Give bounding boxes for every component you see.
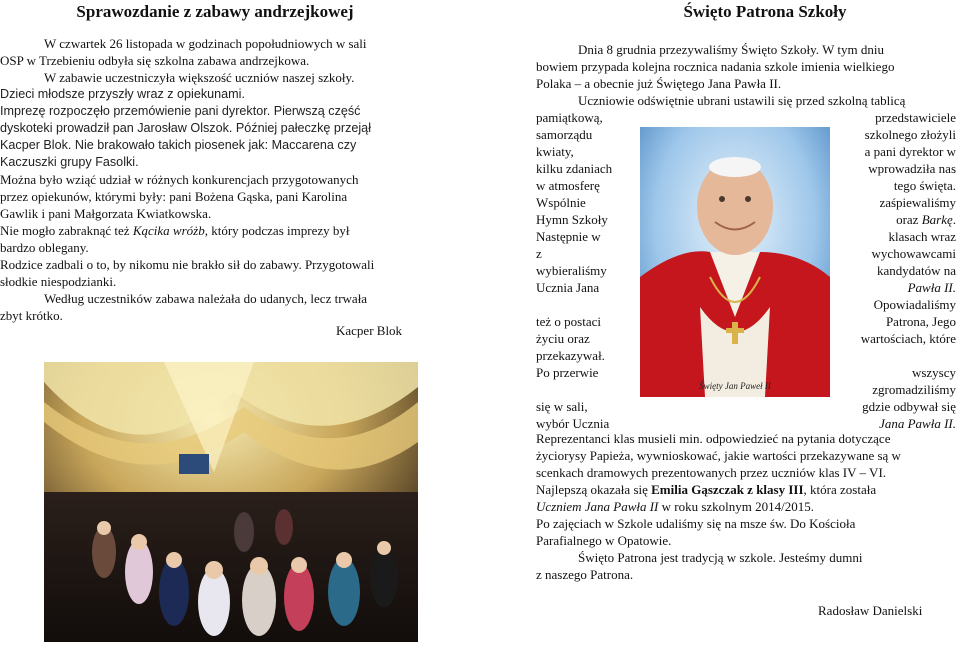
wrap-right-line: wartościach, które: [860, 331, 956, 346]
text-line: Uczniowie odświętnie ubrani ustawili się przed szkolną tablicą: [578, 93, 906, 108]
italic-segment: Barkę: [921, 212, 953, 227]
wrap-left-line: samorządu: [536, 127, 593, 142]
text-line: z naszego Patrona.: [536, 567, 634, 582]
text-line: życiorysy Papieża, wywnioskować, jakie wartości przekazywane są w: [536, 448, 901, 463]
text-segment: , który podczas imprezy był: [204, 223, 350, 238]
wrap-left-line: w atmosferę: [536, 178, 600, 193]
text-line: Dnia 8 grudnia przezywaliśmy Święto Szkoły. W tym dniu: [578, 42, 884, 57]
text-line: Imprezę rozpoczęło przemówienie pani dyrektor. Pierwszą część: [0, 104, 361, 118]
wrap-left-line: Wspólnie: [536, 195, 586, 210]
pope-portrait: [640, 127, 830, 397]
wrap-right-line: zaśpiewaliśmy: [879, 195, 956, 210]
text-line: słodkie niespodzianki.: [0, 274, 117, 289]
wrap-right-line: wszyscy: [911, 365, 956, 380]
wrap-right-line: szkolnego złożyli: [864, 127, 956, 142]
wrap-left-line: też o postaci: [536, 314, 601, 329]
wrap-right-line: a pani dyrektor w: [864, 144, 956, 159]
text-segment: w roku szkolnym 2014/2015.: [658, 499, 815, 514]
text-line: Według uczestników zabawa należała do udanych, lecz trwała: [44, 291, 368, 306]
wrap-right-line: oraz Barkę.: [896, 212, 956, 227]
wrap-left-line: kilku zdaniach: [536, 161, 613, 176]
text-line: Kacper Blok. Nie brakowało takich piosenek jak: Maccarena czy: [0, 138, 357, 152]
wrap-right-line: Jana Pawła II.: [879, 416, 956, 431]
wrap-left-line: wybieraliśmy: [536, 263, 607, 278]
text-line: bardzo oblegany.: [0, 240, 89, 255]
text-line: OSP w Trzebieniu odbyła się szkolna zabawa andrzejkowa.: [0, 53, 310, 68]
wrap-left-line: Hymn Szkoły: [536, 212, 608, 227]
text-line: W czwartek 26 listopada w godzinach popołudniowych w sali: [44, 36, 367, 51]
wrap-right-line: wychowawcami: [871, 246, 956, 261]
right-title: Święto Patrona Szkoły: [683, 2, 847, 21]
text-line: Można było wziąć udział w różnych konkurencjach przygotowanych: [0, 172, 359, 187]
wrap-left-line: Po przerwie: [536, 365, 599, 380]
text-segment: Nie mogło zabraknąć też: [0, 223, 133, 238]
wrap-left-line: się w sali,: [536, 399, 588, 414]
wrap-right-line: Pawła II.: [907, 280, 956, 295]
wrap-right-line: tego święta.: [893, 178, 956, 193]
text-line: dyskoteki prowadził pan Jarosław Olszok. Później pałeczkę przejął: [0, 121, 371, 135]
wrap-left-line: Ucznia Jana: [536, 280, 600, 295]
wrap-left-line: kwiaty,: [536, 144, 574, 159]
wrap-right-line: kandydatów na: [876, 263, 956, 278]
text-line: przez opiekunów, którymi były: pani Bożena Gąska, pani Karolina: [0, 189, 348, 204]
wrap-right-line: klasach wraz: [888, 229, 956, 244]
wrap-left-line: z: [536, 246, 542, 261]
bold-segment: Emilia Gąszczak z klasy III: [651, 482, 804, 497]
italic-segment: Uczniem Jana Pawła II: [536, 499, 659, 514]
left-title: Sprawozdanie z zabawy andrzejkowej: [76, 2, 354, 21]
dance-party-photo: [44, 362, 418, 642]
left-author: Kacper Blok: [336, 323, 403, 338]
text-line: Dzieci młodsze przyszły wraz z opiekunami.: [0, 87, 245, 101]
wrap-right-line: Opowiadaliśmy: [873, 297, 956, 312]
text-line: Reprezentanci klas musieli min. odpowiedzieć na pytania dotyczące: [536, 431, 891, 446]
right-author: Radosław Danielski: [818, 603, 923, 618]
text-line: scenkach dramowych prezentowanych przez uczniów klas IV – VI.: [536, 465, 887, 480]
wrap-right-line: Patrona, Jego: [885, 314, 956, 329]
wrap-left-line: pamiątkową,: [536, 110, 603, 125]
wrap-left-line: przekazywał.: [536, 348, 605, 363]
text-line: Parafialnego w Opatowie.: [536, 533, 672, 548]
wrap-right-line: przedstawiciele: [875, 110, 956, 125]
text-segment: Najlepszą okazała się: [536, 482, 652, 497]
text-line: zbyt krótko.: [0, 308, 63, 323]
text-line: Rodzice zadbali o to, by nikomu nie brakło sił do zabawy. Przygotowali: [0, 257, 375, 272]
italic-segment: Kącika wróżb: [132, 223, 205, 238]
text-segment: oraz: [896, 212, 922, 227]
text-line: Gawlik i pani Małgorzata Kwiatkowska.: [0, 206, 212, 221]
portrait-caption: Święty Jan Paweł II: [699, 381, 771, 391]
wrap-right-line: zgromadziliśmy: [872, 382, 956, 397]
text-line: Polaka – a obecnie już Świętego Jana Pawła II.: [536, 76, 782, 91]
text-line: Kaczuszki grupy Fasolki.: [0, 155, 139, 169]
text-line: Po zajęciach w Szkole udaliśmy się na msze św. Do Kościoła: [536, 516, 856, 531]
wrap-left-line: życiu oraz: [536, 331, 590, 346]
text-segment: , która została: [803, 482, 877, 497]
wrap-left-line: Następnie w: [536, 229, 601, 244]
wrap-left-line: wybór Ucznia: [536, 416, 610, 431]
wrap-right-line: gdzie odbywał się: [862, 399, 956, 414]
wrap-right-line: wprowadziła nas: [868, 161, 956, 176]
text-line-mixed: [0, 222, 349, 239]
text-line: W zabawie uczestniczyła większość uczniów naszej szkoły.: [44, 70, 355, 85]
text-line: Święto Patrona jest tradycją w szkole. Jesteśmy dumni: [578, 550, 863, 565]
text-line-mixed: [536, 498, 814, 515]
text-line-mixed: [536, 481, 876, 498]
text-line: bowiem przypada kolejna rocznica nadania szkole imienia wielkiego: [536, 59, 895, 74]
